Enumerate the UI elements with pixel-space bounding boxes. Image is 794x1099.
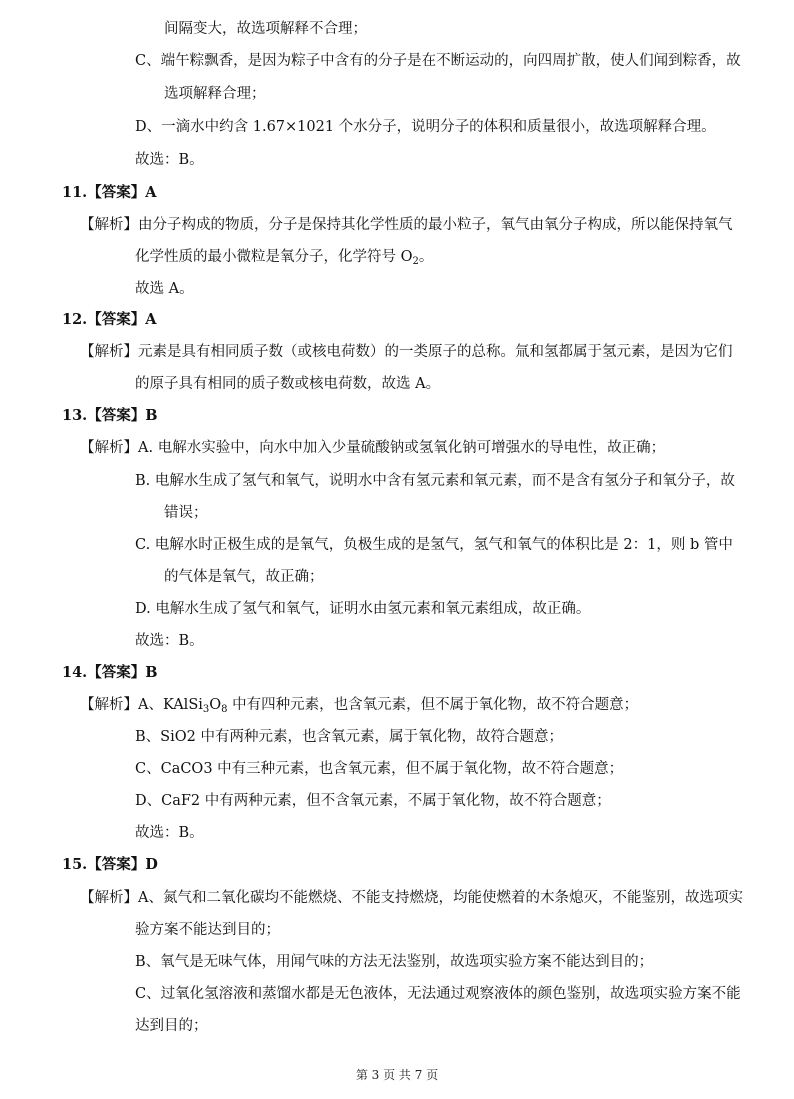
text-line: C、过氧化氢溶液和蒸馏水都是无色液体，无法通过观察液体的颜色鉴别，故选项实验方案不能 [135, 986, 741, 1002]
text-line: 达到目的； [135, 1018, 208, 1034]
text-line: B、SiO2 中有两种元素，也含氧元素，属于氧化物，故符合题意； [135, 729, 563, 745]
subscript: 2 [412, 256, 419, 267]
text-line: 【解析】A、氮气和二氧化碳均不能燃烧、不能支持燃烧，均能使燃着的木条熄灭，不能鉴别，故选项实 [80, 890, 743, 906]
answer-heading: 13.【答案】B [62, 407, 158, 424]
answer-heading: 15.【答案】D [62, 856, 158, 873]
text-line: B、氧气是无味气体，用闻气味的方法无法鉴别，故选项实验方案不能达到目的； [135, 954, 654, 970]
text-line: 故选：B。 [135, 152, 204, 168]
text-fragment: 【解析】A、KAlSi [80, 697, 203, 713]
text-line: B. 电解水生成了氢气和氧气，说明水中含有氢元素和氧元素，而不是含有氢分子和氧分子，故 [135, 473, 735, 489]
text-line: D、CaF2 中有两种元素，但不含氧元素，不属于氧化物，故不符合题意； [135, 793, 611, 809]
answer-heading: 12.【答案】A [62, 311, 157, 328]
text-line: 错误； [164, 505, 208, 521]
text-line: C、端午粽飘香，是因为粽子中含有的分子是在不断运动的，向四周扩散，使人们闻到粽香，故 [135, 53, 741, 69]
text-line: 【解析】A. 电解水实验中，向水中加入少量硫酸钠或氢氧化钠可增强水的导电性，故正确； [80, 440, 666, 456]
text-line: 故选：B。 [135, 633, 204, 649]
text-line: 【解析】由分子构成的物质，分子是保持其化学性质的最小粒子，氧气由氧分子构成，所以能保持氧气 [80, 217, 733, 233]
answer-heading: 11.【答案】A [62, 184, 157, 201]
answer-heading: 14.【答案】B [62, 664, 158, 681]
text-line: 选项解释合理； [164, 86, 266, 102]
text-fragment: 。 [418, 249, 434, 265]
text-line: 的原子具有相同的质子数或核电荷数，故选 A。 [135, 376, 441, 392]
text-line: 的气体是氧气，故正确； [164, 569, 324, 585]
subscript: 3 [202, 704, 210, 715]
text-line [135, 247, 433, 267]
text-line: C. 电解水时正极生成的是氧气，负极生成的是氢气，氢气和氧气的体积比是 2：1，则 b 管中 [135, 537, 733, 553]
text-line: 间隔变大，故选项解释不合理； [164, 21, 367, 37]
text-fragment: O [209, 697, 222, 713]
subscript: 8 [221, 704, 228, 715]
text-line: D、一滴水中约含 1.67×1021 个水分子，说明分子的体积和质量很小，故选项解释合理。 [135, 119, 716, 135]
text-line: D. 电解水生成了氢气和氧气，证明水由氢元素和氧元素组成，故正确。 [135, 601, 591, 617]
text-line: 故选 A。 [135, 281, 194, 297]
text-line: 故选：B。 [135, 825, 204, 841]
text-line: 验方案不能达到目的； [135, 922, 280, 938]
text-line: C、CaCO3 中有三种元素，也含氧元素，但不属于氧化物，故不符合题意； [135, 761, 624, 777]
text-line [80, 695, 638, 715]
text-line: 【解析】元素是具有相同质子数（或核电荷数）的一类原子的总称。氚和氢都属于氢元素，是因为它们 [80, 344, 733, 360]
page-footer: 第 3 页 共 7 页 [355, 1068, 439, 1082]
text-fragment: 化学性质的最小微粒是氧分子，化学符号 O [135, 249, 413, 265]
text-fragment: 中有四种元素，也含氧元素，但不属于氧化物，故不符合题意； [227, 697, 639, 713]
